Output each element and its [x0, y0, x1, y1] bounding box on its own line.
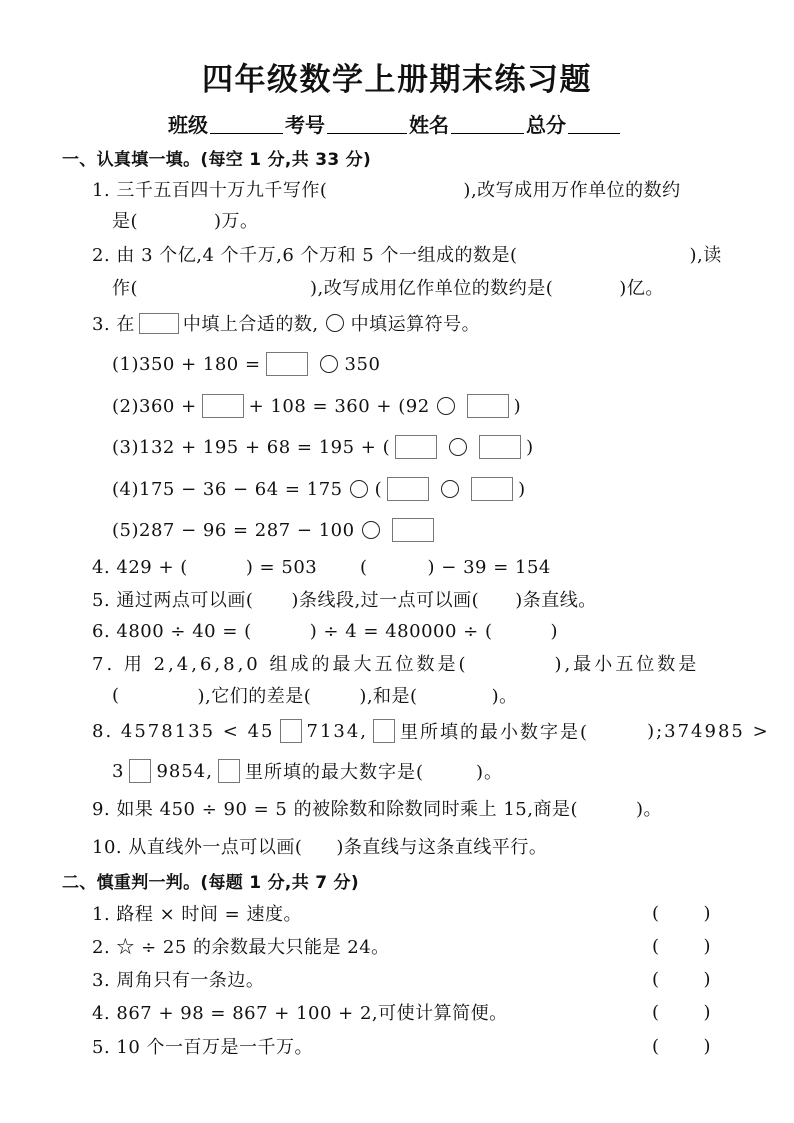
question-4-equation-2: [360, 555, 551, 579]
operator-circle: [362, 521, 380, 539]
operator-circle: [441, 480, 459, 498]
judgement-item-5: [92, 1034, 313, 1058]
question-9-text: 9. 如果 450 ÷ 90 = 5 的被除数和除数同时乘上 15,商是(: [92, 799, 578, 820]
answer-paren-open: (: [652, 1001, 660, 1023]
answer-box: [266, 352, 308, 376]
answer-blank: [553, 282, 619, 292]
answer-blank: [368, 562, 428, 572]
question-7-text: ),最小五位数是: [554, 654, 700, 675]
question-2-text: ),改写成用亿作单位的数约是(: [310, 278, 554, 299]
sub-question-text: + 108 = 360 + (92: [248, 395, 430, 417]
operator-circle: [449, 438, 467, 456]
answer-blank: [424, 766, 476, 776]
answer-blank: [660, 941, 704, 951]
question-1-text: 是(: [112, 211, 139, 232]
judgement-answer-5: [652, 1034, 711, 1058]
answer-blank: [120, 690, 198, 700]
answer-blank: [253, 594, 291, 604]
operator-circle: [350, 480, 368, 498]
question-3-text: 3. 在: [92, 314, 135, 335]
answer-blank: [479, 594, 515, 604]
question-4-equation-1: [92, 555, 317, 579]
question-5-text: )条线段,过一点可以画(: [291, 590, 480, 611]
answer-blank: [660, 908, 704, 918]
sub-question-text: (2)360 +: [112, 395, 197, 417]
answer-blank: [660, 1007, 704, 1017]
sub-question-text: (5)287 − 96 = 287 − 100: [112, 519, 355, 541]
class-blank: [210, 113, 283, 134]
question-1-text: ),改写成用万作单位的数约: [463, 180, 681, 201]
answer-blank: [418, 690, 492, 700]
judgement-text: 1. 路程 × 时间 = 速度。: [92, 904, 302, 925]
question-2-line-1: [92, 242, 722, 266]
question-8-text: 8. 4578135 < 45: [92, 720, 275, 742]
judgement-item-3: [92, 967, 264, 991]
answer-blank: [589, 726, 647, 736]
question-4-text: 4. 429 + (: [92, 556, 188, 578]
question-5: [92, 587, 597, 611]
question-3-sub-1: [112, 352, 380, 376]
question-2-text: ),读: [689, 245, 722, 266]
exam-number-blank: [327, 113, 407, 134]
total-score-blank: [568, 113, 620, 134]
question-2-text: 作(: [112, 278, 139, 299]
question-7-line-1: [92, 651, 699, 675]
answer-paren-close: ): [703, 1035, 712, 1057]
question-3-text: 中填上合适的数,: [182, 314, 319, 335]
sub-question-text: (1)350 + 180 =: [112, 353, 261, 375]
question-4-text: ) − 39 = 154: [427, 556, 551, 578]
answer-box: [202, 394, 244, 418]
answer-blank: [492, 626, 550, 636]
answer-blank: [252, 626, 310, 636]
question-2-text: 2. 由 3 个亿,4 个千万,6 个万和 5 个一组成的数是(: [92, 245, 518, 266]
answer-blank: [518, 249, 690, 259]
answer-blank: [138, 282, 310, 292]
judgement-item-2: [92, 934, 390, 958]
answer-paren-open: (: [652, 935, 660, 957]
question-1-line-1: [92, 177, 681, 201]
section-2-heading-text: 二、慎重判一判。(每题 1 分,共 7 分): [62, 872, 359, 893]
question-2-line-2: [112, 275, 664, 299]
sub-question-text: ): [526, 436, 534, 458]
question-10: [92, 834, 547, 858]
question-8-text: 7134,: [306, 720, 369, 742]
section-2-heading: [62, 868, 359, 892]
answer-box-icon: [218, 759, 240, 783]
student-name-blank: [451, 113, 524, 134]
question-6-text: 6. 4800 ÷ 40 = (: [92, 620, 252, 642]
question-8-text: 3: [112, 760, 125, 782]
question-1-line-2: [112, 208, 259, 232]
question-8-text: );374985 >: [647, 720, 770, 742]
answer-blank: [469, 658, 555, 668]
question-6: [92, 619, 558, 643]
student-name-label: 姓名: [409, 112, 449, 137]
question-9-text: )。: [635, 799, 663, 820]
judgement-item-4: [92, 1000, 508, 1024]
answer-paren-open: (: [652, 1035, 660, 1057]
judgement-text: 5. 10 个一百万是一千万。: [92, 1037, 314, 1058]
answer-paren-open: (: [652, 902, 660, 924]
judgement-answer-2: [652, 934, 711, 958]
question-3-sub-3: [112, 435, 534, 459]
judgement-text: 2. ☆ ÷ 25 的余数最大只能是 24。: [92, 937, 390, 958]
question-1-text: 1. 三千五百四十万九千写作(: [92, 180, 328, 201]
student-info-row: [168, 111, 622, 135]
total-score-label: 总分: [526, 112, 566, 137]
answer-blank: [302, 841, 336, 851]
question-4-text: ) = 503: [245, 556, 318, 578]
answer-blank: [660, 974, 704, 984]
question-6-text: ): [550, 620, 559, 642]
question-6-text: ) ÷ 4 = 480000 ÷ (: [309, 620, 493, 642]
question-3-sub-2: [112, 394, 521, 418]
question-3-sub-5: [112, 518, 439, 542]
exam-number-label: 考号: [285, 112, 325, 137]
judgement-item-1: [92, 901, 302, 925]
sub-question-text: ): [518, 478, 526, 500]
question-2-text: )亿。: [619, 278, 664, 299]
question-7-line-2: [112, 683, 518, 707]
operator-circle-icon: [326, 314, 344, 332]
answer-blank: [578, 803, 636, 813]
question-3-text: 中填运算符号。: [350, 314, 481, 335]
answer-blank: [660, 1041, 704, 1051]
answer-paren-close: ): [703, 968, 712, 990]
class-label: 班级: [168, 112, 208, 137]
answer-box: [129, 759, 151, 783]
operator-circle: [437, 397, 455, 415]
answer-box: [280, 719, 302, 743]
judgement-text: 3. 周角只有一条边。: [92, 970, 265, 991]
answer-blank: [311, 690, 359, 700]
question-8-text: 9854,: [156, 760, 213, 782]
section-1-heading: [62, 145, 371, 169]
question-3-stem: [92, 311, 480, 335]
answer-box-icon: [139, 313, 179, 334]
question-3-sub-4: [112, 477, 526, 501]
question-8-text: )。: [476, 762, 504, 783]
question-10-text: )条直线与这条直线平行。: [336, 837, 548, 858]
question-5-text: )条直线。: [515, 590, 597, 611]
question-7-text: (: [112, 684, 120, 706]
operator-circle: [320, 355, 338, 373]
answer-box: [467, 394, 509, 418]
question-7-text: ),它们的差是(: [197, 686, 312, 707]
answer-blank: [327, 184, 463, 194]
judgement-answer-3: [652, 967, 711, 991]
question-7-text: )。: [491, 686, 518, 707]
judgement-text: 4. 867 + 98 = 867 + 100 + 2,可使计算简便。: [92, 1003, 508, 1024]
answer-blank: [188, 562, 246, 572]
question-10-text: 10. 从直线外一点可以画(: [92, 837, 303, 858]
question-8-line-2: [112, 759, 503, 783]
question-4-text: (: [360, 556, 368, 578]
sub-question-text: (3)132 + 195 + 68 = 195 + (: [112, 436, 391, 458]
question-9: [92, 796, 662, 820]
judgement-answer-4: [652, 1000, 711, 1024]
worksheet-title: 四年级数学上册期末练习题: [202, 62, 592, 98]
judgement-answer-1: [652, 901, 711, 925]
question-8-line-1: [92, 719, 770, 743]
question-8-text: 里所填的最大数字是(: [244, 762, 425, 783]
sub-question-text: 350: [344, 353, 381, 375]
answer-blank: [138, 215, 214, 225]
answer-box-icon: [373, 719, 395, 743]
question-7-text: ),和是(: [359, 686, 418, 707]
answer-box: [471, 477, 513, 501]
answer-paren-close: ): [703, 902, 712, 924]
answer-box: [387, 477, 429, 501]
sub-question-text: (: [374, 478, 383, 500]
answer-paren-close: ): [703, 935, 712, 957]
section-1-heading-text: 一、认真填一填。(每空 1 分,共 33 分): [62, 149, 372, 170]
question-5-text: 5. 通过两点可以画(: [92, 590, 254, 611]
answer-box: [395, 435, 437, 459]
question-7-text: 7. 用 2,4,6,8,0 组成的最大五位数是(: [92, 654, 469, 675]
question-1-text: )万。: [214, 211, 259, 232]
answer-paren-close: ): [703, 1001, 712, 1023]
question-8-text: 里所填的最小数字是(: [400, 722, 590, 743]
sub-question-text: ): [513, 395, 522, 417]
sub-question-text: (4)175 − 36 − 64 = 175: [112, 478, 343, 500]
answer-paren-open: (: [652, 968, 660, 990]
answer-box: [479, 435, 521, 459]
answer-box: [392, 518, 434, 542]
